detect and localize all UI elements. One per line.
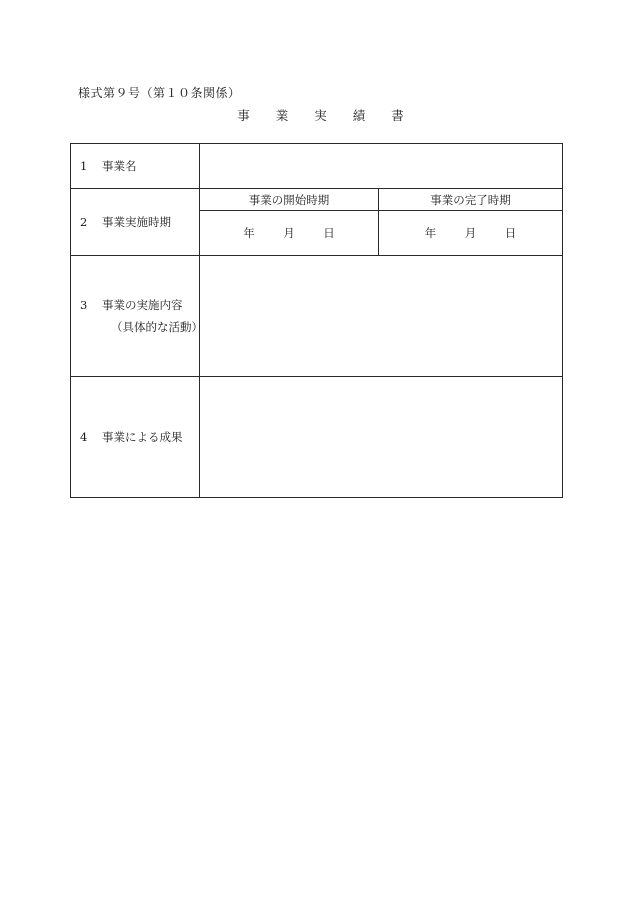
label-text: 事業名 (102, 159, 137, 173)
business-name-label (71, 144, 200, 189)
label-text: 事業の実施内容 (102, 298, 183, 312)
activity-content-label (71, 256, 203, 377)
form-number: 様式第９号（第１０条関係） (78, 86, 241, 100)
start-period-heading: 事業の開始時期 (200, 189, 379, 211)
label-subtext: （具体的な活動） (111, 320, 203, 334)
label-text: 事業による成果 (102, 430, 183, 444)
document-title: 事 業 実 績 書 (237, 108, 415, 123)
activity-content-field[interactable] (200, 256, 563, 377)
row-business-name (71, 144, 563, 189)
month-label: 月 (283, 226, 295, 240)
label-text: 事業実施時期 (102, 215, 171, 229)
report-form-table (70, 143, 563, 498)
year-label: 年 (243, 226, 255, 240)
row-number: 4 (80, 430, 88, 444)
year-label: 年 (424, 226, 437, 240)
end-period-heading: 事業の完了時期 (379, 189, 563, 211)
row-number: 2 (80, 215, 88, 229)
row-results (71, 377, 563, 498)
month-label: 月 (464, 226, 477, 240)
end-date-field[interactable] (379, 211, 563, 256)
day-label: 日 (323, 226, 335, 240)
row-period-headings (71, 189, 563, 211)
day-label: 日 (504, 226, 517, 240)
period-label (71, 189, 200, 256)
row-number: 1 (80, 159, 88, 173)
results-label (71, 377, 200, 498)
start-date-field[interactable] (200, 211, 379, 256)
results-field[interactable] (200, 377, 563, 498)
business-name-field[interactable] (200, 144, 563, 189)
row-activity-content (71, 256, 563, 377)
row-number: 3 (80, 298, 88, 312)
